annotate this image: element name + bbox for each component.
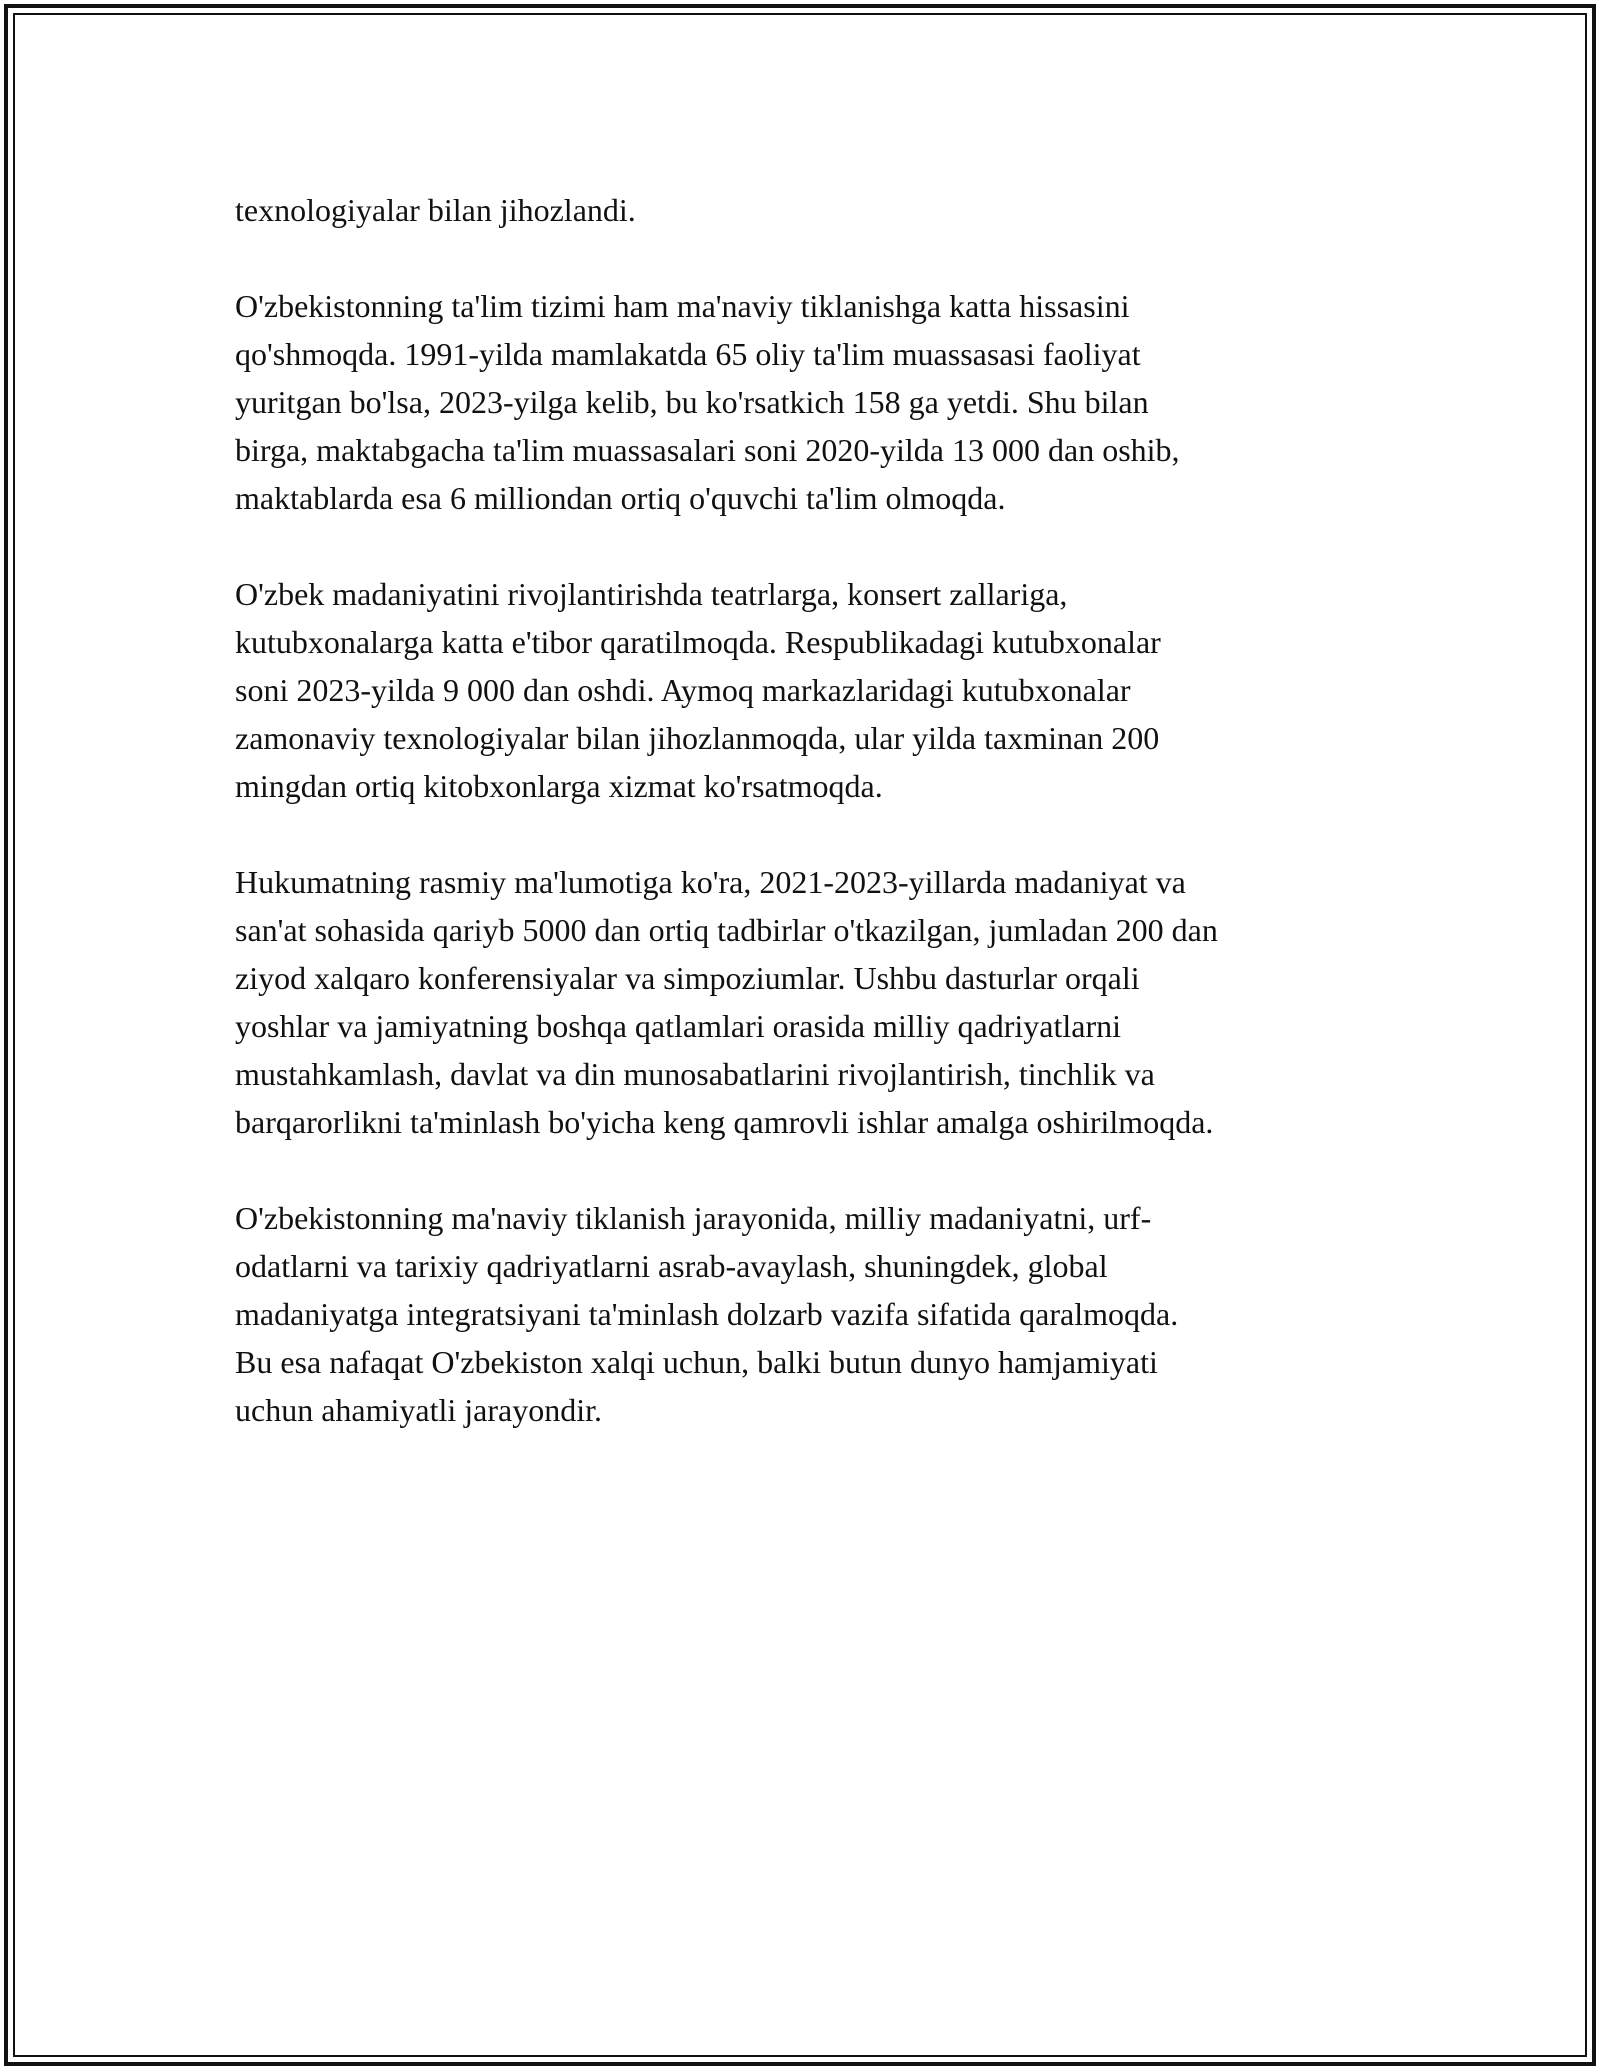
- paragraph-3: O'zbek madaniyatini rivojlantirishda teatrlarga, konsert zallariga, kutubxonalarga katta e'tibor qaratilmoqda. Respublikadagi kutubxonalar soni 2023-yilda 9 000 dan oshdi. Aymoq markazlaridagi kutubxonalar zamonaviy texnologiyalar bilan jihozlanmoqda, ular yilda taxminan 200 mingdan ortiq kitobxonlarga xizmat ko'rsatmoqda.: [235, 576, 1161, 804]
- paragraph-5: O'zbekistonning ma'naviy tiklanish jarayonida, milliy madaniyatni, urf- odatlarni va tarixiy qadriyatlarni asrab-avaylash, shuningdek, global madaniyatga integratsiyani ta'minlash dolzarb vazifa sifatida qaralmoqda. Bu esa nafaqat O'zbekiston xalqi uchun, balki butun dunyo hamjamiyati uchun ahamiyatli jarayondir.: [235, 1200, 1179, 1428]
- paragraph-4: Hukumatning rasmiy ma'lumotiga ko'ra, 2021-2023-yillarda madaniyat va san'at sohasida qariyb 5000 dan ortiq tadbirlar o'tkazilgan, jumladan 200 dan ziyod xalqaro konferensiyalar va simpoziumlar. Ushbu dasturlar orqali yoshlar va jamiyatning boshqa qatlamlari orasida milliy qadriyatlarni mustahkamlash, davlat va din munosabatlarini rivojlantirish, tinchlik va barqarorlikni ta'minlash bo'yicha keng qamrovli ishlar amalga oshirilmoqda.: [235, 864, 1218, 1140]
- document-body: [235, 186, 1385, 1482]
- paragraph-1: texnologiyalar bilan jihozlandi.: [235, 192, 636, 228]
- paragraph-2: O'zbekistonning ta'lim tizimi ham ma'naviy tiklanishga katta hissasini qo'shmoqda. 1991-yilda mamlakatda 65 oliy ta'lim muassasasi faoliyat yuritgan bo'lsa, 2023-yilga kelib, bu ko'rsatkich 158 ga yetdi. Shu bilan birga, maktabgacha ta'lim muassasalari soni 2020-yilda 13 000 dan oshib, maktablarda esa 6 milliondan ortiq o'quvchi ta'lim olmoqda.: [235, 288, 1180, 516]
